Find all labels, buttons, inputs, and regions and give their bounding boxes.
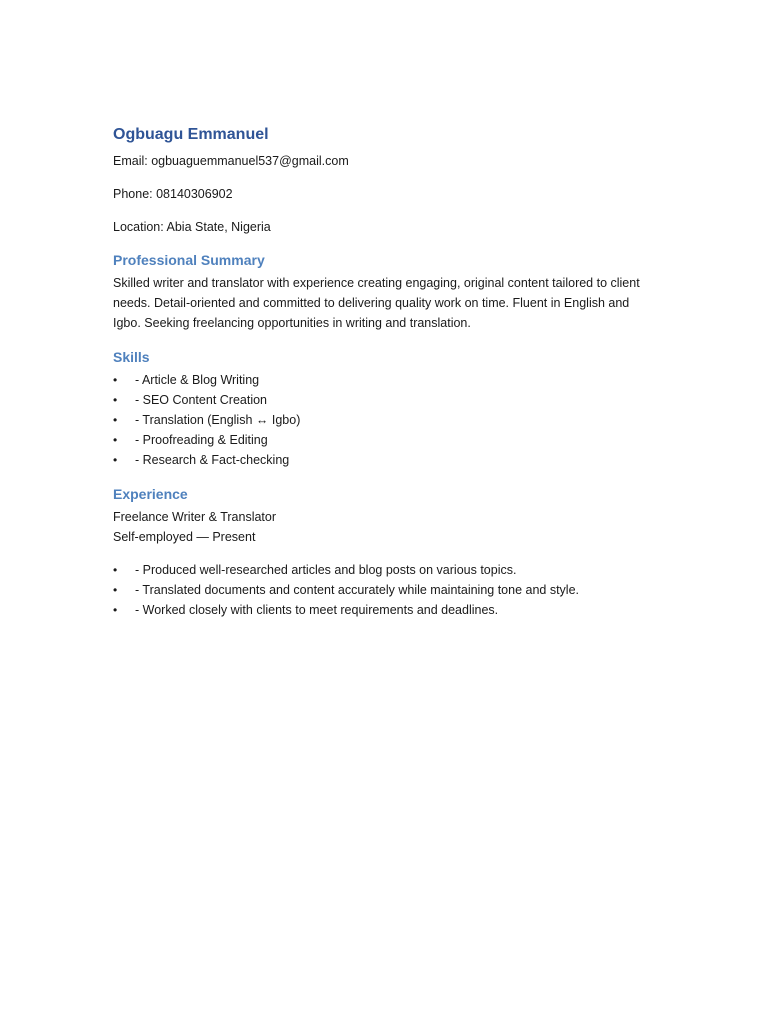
list-item	[113, 450, 658, 470]
skill-item-label: - Translation (English ↔ Igbo)	[135, 413, 301, 427]
skill-item-label: - SEO Content Creation	[135, 393, 268, 407]
list-item	[113, 410, 658, 430]
skills-list	[113, 370, 658, 470]
bullet-icon: •	[113, 393, 118, 407]
experience-item-label: - Translated documents and content accurately while maintaining tone and style.	[135, 583, 580, 597]
bullet-icon: •	[113, 373, 118, 387]
job-meta: Self-employed — Present	[113, 530, 256, 544]
resume-page	[113, 124, 658, 634]
experience-heading: Experience	[113, 486, 188, 502]
summary-text: Skilled writer and translator with experience creating engaging, original content tailored to client needs. Detail-oriented and committed to delivering quality work on time. Fluent in English and Igbo. Seeking freelancing opportunities in writing and translation.	[113, 276, 640, 330]
list-item	[113, 600, 658, 620]
list-item	[113, 580, 658, 600]
experience-item-label: - Produced well-researched articles and blog posts on various topics.	[135, 563, 517, 577]
list-item	[113, 370, 658, 390]
bullet-icon: •	[113, 433, 118, 447]
contact-location: Location: Abia State, Nigeria	[113, 220, 271, 234]
bullet-icon: •	[113, 603, 118, 617]
experience-item-label: - Worked closely with clients to meet requirements and deadlines.	[135, 603, 499, 617]
contact-phone: Phone: 08140306902	[113, 187, 233, 201]
candidate-name: Ogbuagu Emmanuel	[113, 126, 269, 143]
skill-item-label: - Article & Blog Writing	[135, 373, 260, 387]
bullet-icon: •	[113, 453, 118, 467]
list-item	[113, 390, 658, 410]
bullet-icon: •	[113, 413, 118, 427]
list-item	[113, 560, 658, 580]
job-title: Freelance Writer & Translator	[113, 510, 277, 524]
skill-item-label: - Proofreading & Editing	[135, 433, 268, 447]
bullet-icon: •	[113, 583, 118, 597]
skill-item-label: - Research & Fact-checking	[135, 453, 290, 467]
summary-heading: Professional Summary	[113, 252, 265, 268]
bullet-icon: •	[113, 563, 118, 577]
skills-heading: Skills	[113, 349, 150, 365]
experience-list	[113, 560, 658, 620]
list-item	[113, 430, 658, 450]
contact-email: Email: ogbuaguemmanuel537@gmail.com	[113, 154, 349, 168]
